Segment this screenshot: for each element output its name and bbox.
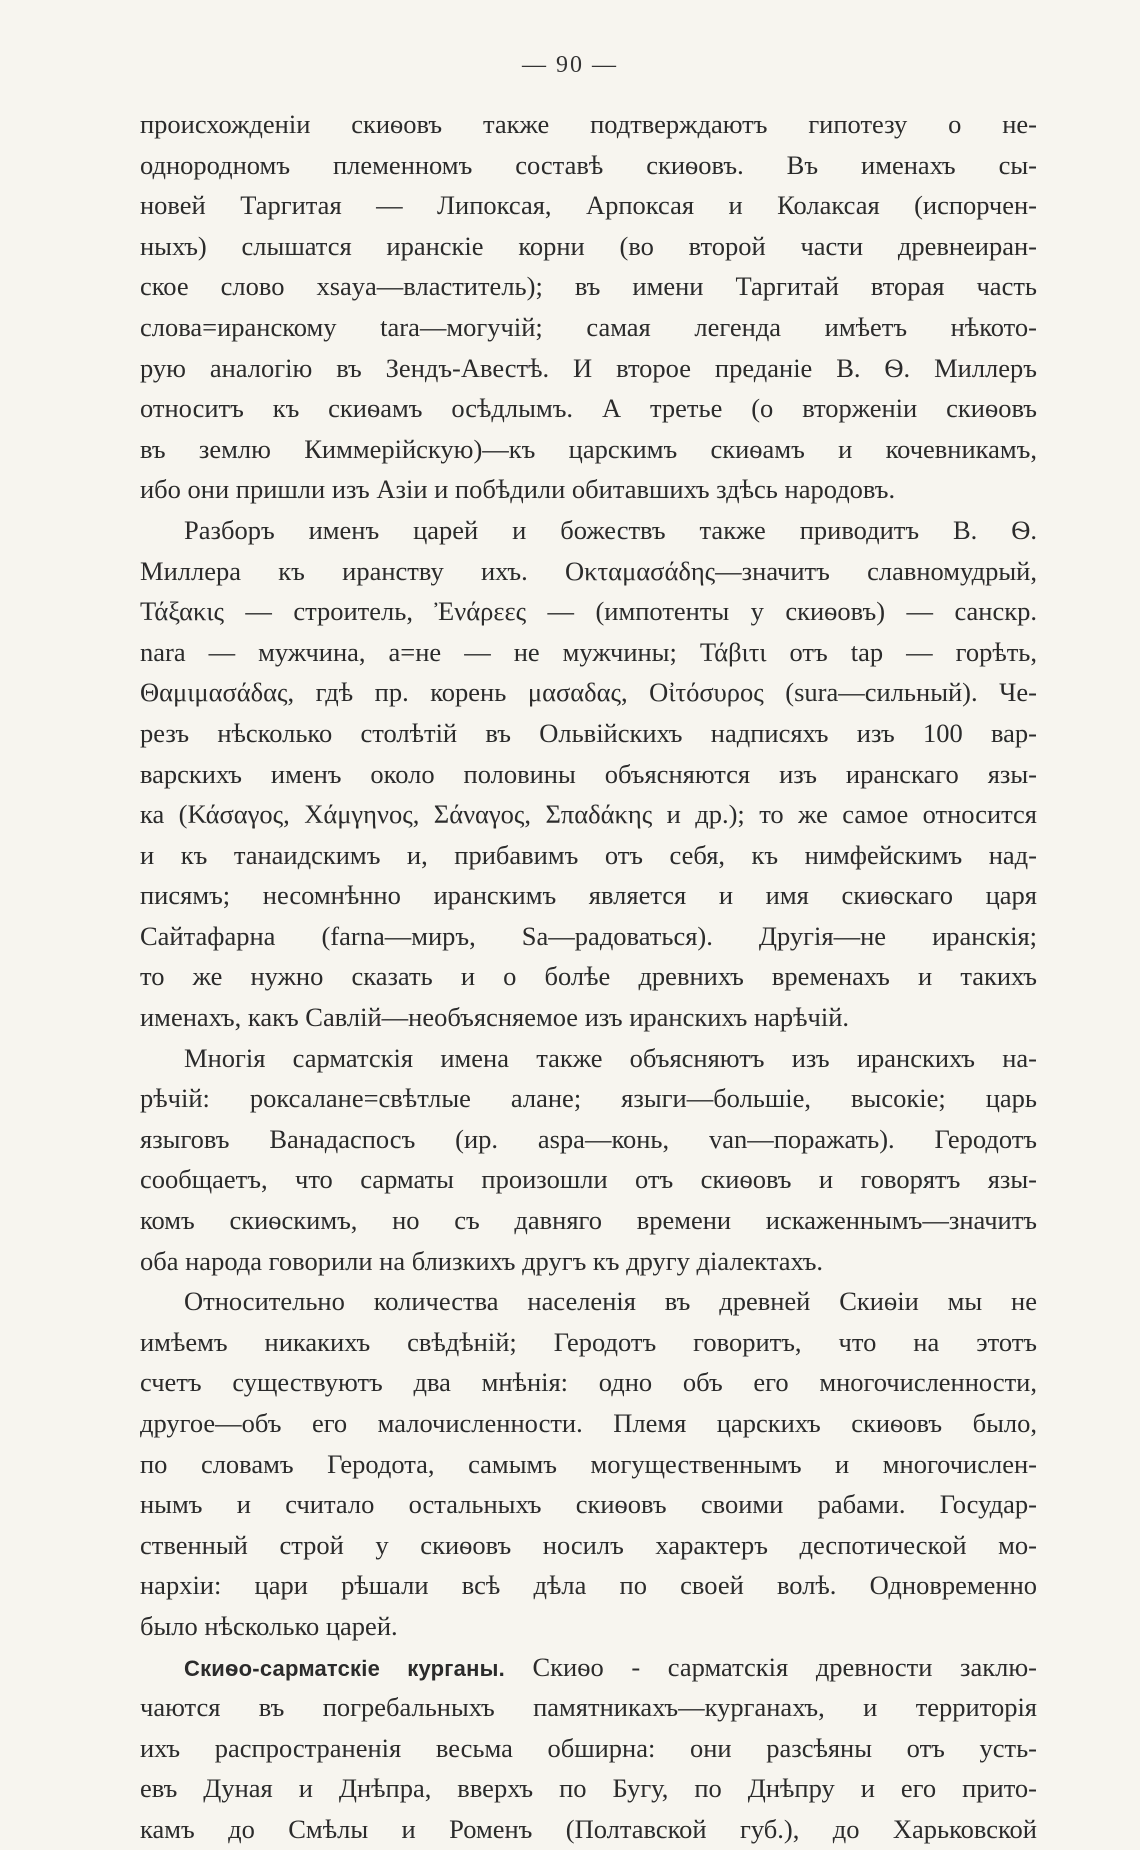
text-line: оба народа говорили на близкихъ другъ къ другу діалектахъ. xyxy=(140,1245,824,1276)
text-line: варскихъ именъ около половины объясняются изъ иранскаго язы- xyxy=(140,758,1037,789)
text-line xyxy=(140,1647,1037,1688)
text-line: чаются въ погребальныхъ памятникахъ—курганахъ, и территорія xyxy=(140,1692,1037,1723)
text-line: Относительно количества населенія въ древней Скиѳіи мы не xyxy=(184,1286,1037,1317)
text-line: Миллера къ иранству ихъ. Οκταμασάδης—значитъ славномудрый, xyxy=(140,555,1037,586)
text-line: слова=иранскому tara—могучій; самая легенда имѣетъ нѣкото- xyxy=(140,311,1037,342)
text-line: другое—объ его малочисленности. Племя царскихъ скиѳовъ было, xyxy=(140,1408,1037,1438)
text-line: ка (Κάσαγος, Χάμγηνος, Σάναγος, Σπαδάκης и др.); то же самое относится xyxy=(140,799,1037,830)
paragraph-5 xyxy=(140,1647,1037,1850)
text-line: то же нужно сказать и о болѣе древнихъ временахъ и такихъ xyxy=(140,961,1037,992)
text-line: резъ нѣсколько столѣтій въ Ольвійскихъ надписяхъ изъ 100 вар- xyxy=(140,717,1037,748)
text-line: нархіи: цари рѣшали всѣ дѣла по своей волѣ. Одновременно xyxy=(140,1570,1037,1601)
paragraph-4 xyxy=(140,1281,1037,1646)
body-text xyxy=(140,104,1037,1850)
heading-line-rest: Скиѳо - сарматскія древности заклю- xyxy=(504,1651,1037,1682)
text-line: евъ Дуная и Днѣпра, вверхъ по Бугу, по Днѣпру и его прито- xyxy=(140,1773,1037,1804)
text-line: Сайтафарна (farna—миръ, Sa—радоваться). Другія—не иранскія; xyxy=(140,920,1037,951)
text-line: ское слово xsaya—властитель); въ имени Таргитай вторая часть xyxy=(140,271,1037,302)
text-line: рую аналогію въ Зендъ-Авестѣ. И второе преданіе В. Ѳ. Миллеръ xyxy=(140,352,1037,383)
text-line: рѣчій: роксалане=свѣтлые алане; языги—большіе, высокіе; царь xyxy=(140,1083,1037,1114)
text-line: nara — мужчина, a=не — не мужчины; Τάβιτι отъ tap — горѣть, xyxy=(140,636,1037,667)
text-line: камъ до Смѣлы и Роменъ (Полтавской губ.), до Харьковской xyxy=(140,1813,1037,1844)
text-line: новей Таргитая — Липоксая, Арпоксая и Колаксая (испорчен- xyxy=(140,190,1037,221)
text-line: языговъ Ванадаспосъ (ир. aspa—конь, van—поражать). Геродотъ xyxy=(140,1123,1037,1154)
text-line: и къ танаидскимъ и, прибавимъ отъ себя, къ нимфейскимъ над- xyxy=(140,839,1037,870)
page-number: — 90 — xyxy=(522,52,618,78)
text-line: Τάξακις — строитель, Ἐνάρεες — (импотенты у скиѳовъ) — санскр. xyxy=(140,596,1037,627)
text-line: было нѣсколько царей. xyxy=(140,1610,398,1641)
text-line: по словамъ Геродота, самымъ могущественнымъ и многочислен- xyxy=(140,1448,1037,1479)
text-line: ибо они пришли изъ Азіи и побѣдили обитавшихъ здѣсь народовъ. xyxy=(140,474,896,505)
text-line: ныхъ) слышатся иранскіе корни (во второй части древнеиран- xyxy=(140,230,1037,261)
text-line: ихъ распространенія весьма обширна: они разсѣяны отъ усть- xyxy=(140,1732,1037,1763)
text-line: имѣемъ никакихъ свѣдѣній; Геродотъ говоритъ, что на этотъ xyxy=(140,1326,1037,1357)
paragraph-2 xyxy=(140,510,1037,1038)
text-line: сообщаетъ, что сарматы произошли отъ скиѳовъ и говорятъ язы- xyxy=(140,1164,1037,1195)
paragraph-1 xyxy=(140,104,1037,510)
text-line: комъ скиѳскимъ, но съ давняго времени искаженнымъ—значитъ xyxy=(140,1205,1037,1236)
text-line: нымъ и считало остальныхъ скиѳовъ своими рабами. Государ- xyxy=(140,1489,1037,1520)
text-line: въ землю Киммерійскую)—къ царскимъ скиѳамъ и кочевникамъ, xyxy=(140,433,1037,464)
paragraph-3 xyxy=(140,1038,1037,1282)
section-heading: Скиѳо-сарматскіе курганы. xyxy=(184,1655,505,1681)
text-line: относитъ къ скиѳамъ осѣдлымъ. А третье (о вторженіи скиѳовъ xyxy=(140,393,1037,424)
text-line: Θαμιμασάδας, гдѣ пр. корень μασαδας, Οἰτόσυρος (sura—сильный). Че- xyxy=(140,677,1037,708)
text-line: Многія сарматскія имена также объясняютъ изъ иранскихъ на- xyxy=(184,1042,1037,1073)
text-line: Разборъ именъ царей и божествъ также приводитъ В. Ѳ. xyxy=(184,514,1037,545)
text-line: происхожденіи скиѳовъ также подтверждаютъ гипотезу о не- xyxy=(140,109,1037,139)
text-line: писямъ; несомнѣнно иранскимъ является и имя скиѳскаго царя xyxy=(140,880,1037,911)
text-line: ственный строй у скиѳовъ носилъ характеръ деспотической мо- xyxy=(140,1529,1037,1560)
text-line: именахъ, какъ Савлій—необъясняемое изъ иранскихъ нарѣчій. xyxy=(140,1002,850,1033)
text-line: счетъ существуютъ два мнѣнія: одно объ его многочисленности, xyxy=(140,1367,1037,1398)
text-line: однородномъ племенномъ составѣ скиѳовъ. Въ именахъ сы- xyxy=(140,149,1037,180)
